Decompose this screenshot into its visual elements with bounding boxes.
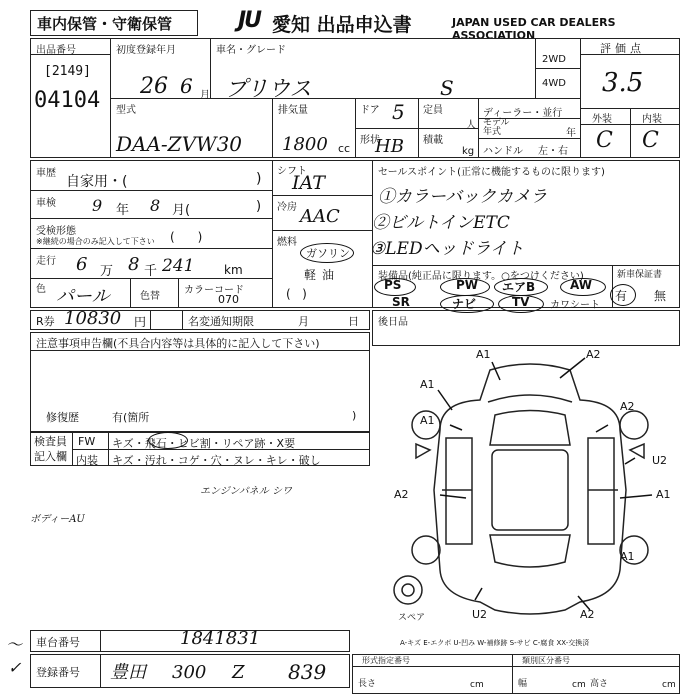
damage-mark-8: A2: [580, 608, 595, 621]
repair-close: ): [352, 409, 357, 422]
drive-4wd: 4WD: [542, 78, 566, 89]
selling-point-1: ①カラーバックカメラ: [378, 187, 548, 207]
association-english: JAPAN USED CAR DEALERS ASSOCIATION: [452, 16, 616, 42]
ac-value: AAC: [300, 206, 340, 227]
warranty-no: 無: [654, 289, 667, 303]
handle-value: 左・右: [538, 146, 568, 157]
color-tone-label: 色替: [140, 291, 160, 302]
lot-number: 04104: [34, 88, 101, 113]
damage-mark-6: A2: [394, 488, 409, 501]
margin-mark-1: 〜: [6, 635, 23, 654]
storage-label: 車内保管・守衛保管: [37, 15, 173, 33]
equip-aw: AW: [570, 278, 592, 292]
drive-2wd: 2WD: [542, 54, 566, 65]
damage-mark-11: A2: [620, 400, 635, 413]
damage-mark-7: A1: [656, 488, 671, 501]
name-change-month: 月: [298, 315, 309, 328]
capacity-unit: 人: [466, 120, 476, 131]
fuel-gas: ガソリン: [306, 247, 350, 260]
storage-label-box: [30, 10, 198, 36]
color-label: 色: [36, 284, 46, 295]
lot-number-label: 出品番号: [36, 45, 76, 56]
recycle-unit: 円: [134, 315, 147, 329]
inspection-month: 8: [150, 196, 161, 215]
handle-label: ハンドル: [483, 146, 523, 157]
damage-mark-4: A1: [420, 414, 435, 427]
car-name-label: 車名・グレード: [216, 45, 286, 56]
doors-value: 5: [392, 100, 405, 124]
inspection-close: ): [256, 199, 262, 214]
equip-leather-seat: カワシート: [550, 300, 600, 311]
selling-points-label: セールスポイント(正常に機能するものに限ります): [378, 167, 605, 178]
car-damage-diagram: [380, 340, 680, 630]
interior-label-row: 内装: [76, 454, 98, 467]
first-registration-month-unit: 月: [200, 90, 210, 101]
equip-pw: PW: [456, 278, 479, 292]
length-label: 長さ: [358, 679, 377, 689]
damage-mark-1: A1: [476, 348, 491, 361]
usage-close: ): [256, 171, 262, 187]
height-label: 高さ: [590, 679, 609, 689]
repair-value: 有(箇所: [112, 411, 150, 424]
displacement-unit: cc: [338, 142, 351, 155]
inspection-label: 車検: [36, 198, 56, 209]
color-value: パール: [56, 286, 110, 307]
warranty-yes: 有: [615, 289, 628, 303]
name-change-day: 日: [348, 315, 359, 328]
dealer-label: ディーラー・並行: [483, 108, 563, 119]
equipment-label: 装備品(純正品に限ります。○をつけください): [378, 271, 584, 282]
rear-seat-label: 後日品: [378, 317, 408, 328]
displacement-value: 1800: [282, 134, 328, 155]
equip-ps: PS: [384, 278, 402, 292]
model-year-unit: 年: [566, 128, 576, 139]
usage-label: 車歴: [36, 168, 56, 179]
shift-value: IAT: [292, 172, 325, 194]
first-registration-label: 初度登録年月: [116, 45, 176, 56]
fw-label: FW: [78, 435, 96, 448]
model-label: 型式: [116, 105, 136, 116]
exterior-grade: C: [596, 128, 613, 153]
exterior-label: 外装: [592, 114, 612, 125]
margin-mark-2: ✓: [8, 658, 22, 677]
usage-value: 自家用・(: [66, 174, 128, 190]
spare-label: スペア: [398, 613, 426, 623]
hand-note-engine-panel: エンジンパネル シワ: [200, 486, 292, 497]
fw-chip-circle: [148, 432, 188, 449]
doors-label: ドア: [360, 105, 380, 116]
chassis-label: 車台番号: [36, 636, 80, 649]
interior-label: 内装: [642, 114, 662, 125]
lot-bracket-number: [2149]: [44, 64, 91, 79]
damage-mark-2: A2: [586, 348, 601, 361]
reception-note: ※継続の場合のみ記入して下さい: [36, 237, 155, 246]
plate-number: 839: [288, 660, 327, 684]
load-unit: kg: [462, 146, 475, 157]
plate-class: 300: [172, 662, 207, 683]
warranty-label: 新車保証書: [617, 270, 663, 280]
hand-note-body: ボディーAU: [30, 514, 85, 525]
color-code-label: カラーコード: [184, 285, 244, 296]
chassis-number: 1841831: [180, 628, 261, 649]
ac-label: 冷房: [277, 202, 297, 213]
repair-label: 修復歴: [46, 411, 79, 424]
inspection-month-unit: 月(: [172, 203, 191, 218]
damage-mark-5: U2: [652, 454, 668, 467]
association-title: 愛知 出品申込書: [272, 14, 412, 36]
plate-area: 豊田: [110, 662, 146, 683]
mileage-rest: 241: [162, 256, 195, 276]
mileage-sen: 8: [128, 254, 140, 275]
reception-paren: ( ): [170, 230, 203, 244]
width-label: 幅: [518, 679, 528, 689]
car-grade: S: [440, 76, 454, 100]
damage-legend: A-キズ E-エクボ U-凹み W-補修跡 S-サビ C-腐食 XX-交換済: [400, 639, 590, 647]
score-label: 評価点: [600, 42, 645, 55]
inspection-year-unit: 年: [116, 203, 130, 218]
notes-header: 注意事項申告欄(不具合内容等は具体的に記入して下さい): [36, 337, 320, 350]
car-name: プリウス: [225, 77, 312, 102]
color-code: 070: [218, 293, 239, 306]
type-designation-label: 形式指定番号: [362, 656, 410, 665]
mileage-man: 6: [76, 254, 88, 275]
selling-point-2: ②ビルトインETC: [372, 213, 510, 233]
load-label: 積載: [423, 135, 443, 146]
model-code: DAA-ZVW30: [116, 132, 243, 156]
mileage-sen-unit: 千: [144, 264, 158, 279]
fuel-paren: ( ): [286, 287, 307, 301]
displacement-label: 排気量: [278, 105, 308, 116]
first-registration-month-value: 6: [180, 74, 193, 98]
recycle-label: R券: [36, 315, 55, 328]
selling-point-3: ③LEDヘッドライト: [370, 239, 525, 259]
inspector-label: 検査員 記入欄: [34, 435, 67, 463]
fw-text: キズ・飛石・ヒビ割・リペア跡・X要: [112, 437, 296, 450]
score-value: 3.5: [602, 68, 644, 98]
shift-label: シフト: [277, 166, 307, 177]
damage-mark-3: A1: [420, 378, 435, 391]
height-unit: cm: [662, 680, 676, 690]
fuel-diesel: 軽油: [304, 268, 341, 282]
interior-grade: C: [642, 128, 659, 153]
fuel-label: 燃料: [277, 237, 297, 248]
name-change-label: 名変通知期限: [188, 315, 254, 328]
capacity-label: 定員: [423, 105, 443, 116]
plate-kana: Z: [232, 662, 245, 683]
width-unit: cm: [572, 680, 586, 690]
interior-text: キズ・汚れ・コゲ・穴・ヌレ・キレ・破し: [112, 454, 321, 467]
equip-tv: TV: [512, 295, 530, 309]
inspection-year: 9: [92, 196, 103, 215]
equip-navi: ナビ: [452, 297, 477, 311]
equip-airbag: エアB: [502, 280, 536, 294]
ju-logo: JU: [238, 8, 261, 33]
plate-label: 登録番号: [36, 666, 80, 679]
model-year-label: モデル 年式: [483, 118, 510, 137]
recycle-value: 10830: [64, 308, 122, 329]
shape-label: 形状: [360, 135, 380, 146]
shape-value: HB: [375, 136, 404, 157]
mileage-man-unit: 万: [100, 264, 114, 279]
length-unit: cm: [470, 680, 484, 690]
damage-mark-10: A1: [620, 550, 635, 563]
equip-sr: SR: [392, 295, 410, 309]
reception-label: 受検形態: [36, 226, 76, 237]
mileage-unit: km: [224, 263, 243, 277]
class-number-label: 類別区分番号: [522, 656, 570, 665]
damage-mark-9: U2: [472, 608, 488, 621]
first-registration-year: 26: [140, 74, 168, 99]
mileage-label: 走行: [36, 256, 56, 267]
